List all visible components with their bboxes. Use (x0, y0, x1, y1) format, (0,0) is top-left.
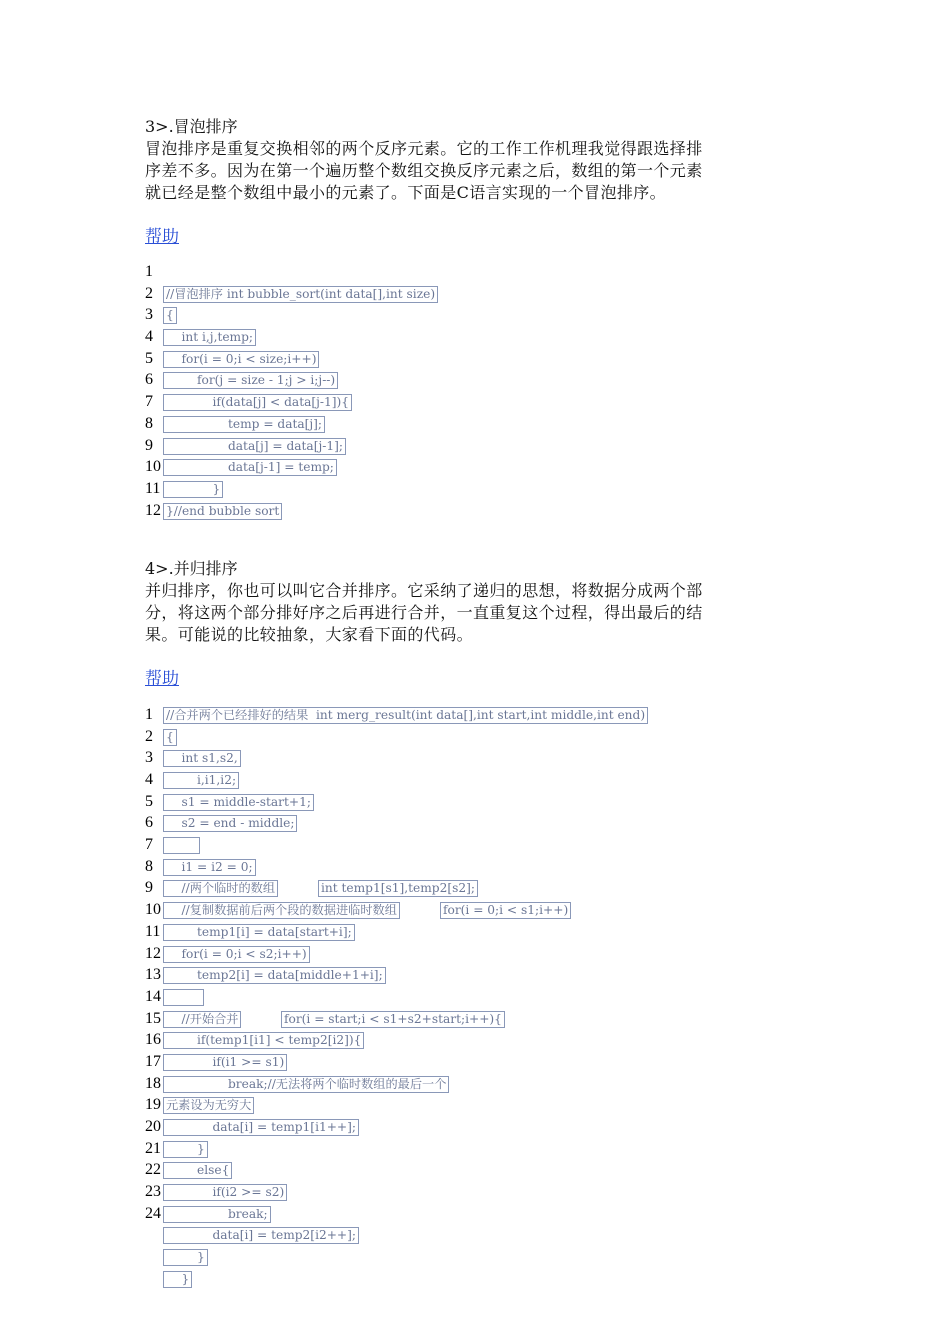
line-number: 19 (145, 1096, 161, 1114)
code-line (145, 746, 805, 768)
line-number: 11 (145, 479, 161, 497)
code-line (145, 1007, 805, 1029)
code-line (145, 303, 805, 325)
code-text: data[i] = temp2[i2++]; (163, 1227, 359, 1244)
code-text: int i,j,temp; (163, 329, 256, 346)
code-line (145, 768, 805, 790)
line-number: 8 (145, 414, 153, 432)
code-text: //冒泡排序 int bubble_sort(int data[],int size) (163, 286, 438, 303)
code-line (145, 1245, 805, 1267)
code-text: for(i = 0;i < size;i++) (163, 351, 319, 368)
line-number: 3 (145, 749, 153, 767)
line-number: 21 (145, 1139, 161, 1157)
code-text: { (163, 729, 177, 746)
code-line (145, 725, 805, 747)
line-number: 14 (145, 987, 161, 1005)
code-text: data[j-1] = temp; (163, 459, 337, 476)
code-text: break; (163, 1206, 271, 1223)
code-line (145, 1093, 805, 1115)
code-line (145, 282, 805, 304)
line-number: 7 (145, 393, 153, 411)
line-number: 9 (145, 879, 153, 897)
section-3-para-line: 冒泡排序是重复交换相邻的两个反序元素。它的工作工作机理我觉得跟选择排 (145, 139, 703, 158)
code-text: } (163, 481, 223, 498)
code-line (145, 963, 805, 985)
code-text-continuation: int temp1[s1],temp2[s2]; (318, 880, 478, 897)
section-4-para-line: 并归排序，你也可以叫它合并排序。它采纳了递归的思想，将数据分成两个部 (145, 580, 703, 600)
code-text: int s1,s2, (163, 750, 241, 767)
line-number: 8 (145, 857, 153, 875)
line-number: 1 (145, 263, 153, 280)
line-number: 3 (145, 306, 153, 324)
code-line (145, 790, 805, 812)
code-line (145, 876, 805, 898)
code-text-continuation: for(i = 0;i < s1;i++) (440, 902, 571, 919)
code-line (145, 260, 805, 282)
code-text: if(i1 >= s1) (163, 1054, 287, 1071)
line-number: 9 (145, 436, 153, 454)
code-text: s1 = middle-start+1; (163, 794, 314, 811)
code-line (145, 1028, 805, 1050)
code-line (145, 1137, 805, 1159)
line-number: 23 (145, 1183, 161, 1201)
merge-sort-code-listing (145, 703, 805, 1289)
section-4-para-line: 果。可能说的比较抽象，大家看下面的代码。 (145, 624, 474, 644)
code-line (145, 477, 805, 499)
code-line (145, 325, 805, 347)
line-number: 18 (145, 1074, 161, 1092)
line-number: 6 (145, 371, 153, 389)
code-line (145, 833, 805, 855)
code-line (145, 368, 805, 390)
code-line (145, 703, 805, 725)
section-3-heading: 3>.冒泡排序 (145, 117, 238, 136)
code-text: }//end bubble sort (163, 503, 282, 520)
line-number: 15 (145, 1009, 161, 1027)
code-text: 元素设为无穷大 (163, 1097, 254, 1114)
line-number: 1 (145, 705, 153, 723)
line-number: 22 (145, 1161, 161, 1179)
line-number: 5 (145, 792, 153, 810)
line-number: 12 (145, 944, 161, 962)
code-line (145, 455, 805, 477)
code-line (145, 347, 805, 369)
code-text: for(i = 0;i < s2;i++) (163, 946, 310, 963)
line-number: 4 (145, 771, 153, 788)
line-number: 2 (145, 727, 153, 745)
code-text: //合并两个已经排好的结果 int merg_result(int data[],int start,int middle,int end) (163, 707, 648, 724)
code-text: if(i2 >= s2) (163, 1184, 287, 1201)
line-number: 20 (145, 1118, 161, 1135)
line-number: 16 (145, 1031, 161, 1049)
code-text (163, 837, 200, 854)
code-text: for(j = size - 1;j > i;j--) (163, 372, 338, 389)
code-text: else{ (163, 1162, 232, 1179)
help-link-1[interactable]: 帮助 (145, 227, 179, 247)
code-text: data[i] = temp1[i1++]; (163, 1119, 359, 1136)
code-text: { (163, 307, 177, 324)
code-text: temp = data[j]; (163, 416, 325, 433)
line-number: 5 (145, 349, 153, 367)
code-text: s2 = end - middle; (163, 815, 297, 832)
code-line (145, 920, 805, 942)
code-line (145, 1267, 805, 1289)
code-line (145, 390, 805, 412)
help-link-2[interactable]: 帮助 (145, 668, 179, 689)
code-line (145, 855, 805, 877)
code-text: //两个临时的数组 (163, 880, 278, 897)
line-number: 24 (145, 1204, 161, 1222)
code-line (145, 499, 805, 521)
code-line (145, 811, 805, 833)
code-line (145, 1072, 805, 1094)
code-text: i,i1,i2; (163, 772, 239, 789)
code-line (145, 898, 805, 920)
code-text (163, 989, 204, 1006)
document-page (145, 116, 805, 1289)
code-line (145, 1115, 805, 1137)
section-3-para-line: 序差不多。因为在第一个遍历整个数组交换反序元素之后，数组的第一个元素 (145, 161, 703, 180)
code-text: } (163, 1141, 208, 1158)
code-text-continuation: for(i = start;i < s1+s2+start;i++){ (281, 1011, 505, 1028)
line-number: 13 (145, 966, 161, 984)
line-number: 10 (145, 458, 161, 476)
line-number: 6 (145, 814, 153, 832)
code-line (145, 1158, 805, 1180)
code-text: //复制数据前后两个段的数据进临时数组 (163, 902, 400, 919)
code-text: break;//无法将两个临时数组的最后一个 (163, 1076, 449, 1093)
line-number: 4 (145, 328, 153, 346)
code-line (145, 434, 805, 456)
code-line (145, 942, 805, 964)
code-line (145, 1180, 805, 1202)
code-line (145, 520, 805, 542)
code-text: temp1[i] = data[start+i]; (163, 924, 355, 941)
line-number: 2 (145, 284, 153, 302)
bubble-sort-code-listing (145, 260, 805, 542)
code-text: i1 = i2 = 0; (163, 859, 256, 876)
code-text: if(data[j] < data[j-1]){ (163, 394, 352, 411)
code-line (145, 1050, 805, 1072)
code-line (145, 412, 805, 434)
section-4-para-line: 分，将这两个部分排好序之后再进行合并，一直重复这个过程，得出最后的结 (145, 602, 703, 622)
code-line (145, 985, 805, 1007)
code-text: if(temp1[i1] < temp2[i2]){ (163, 1032, 364, 1049)
code-text: data[j] = data[j-1]; (163, 438, 346, 455)
code-text: temp2[i] = data[middle+1+i]; (163, 967, 386, 984)
line-number: 11 (145, 922, 161, 940)
code-line (145, 1223, 805, 1245)
section-4-heading: 4>.并归排序 (145, 558, 238, 578)
line-number: 10 (145, 901, 161, 919)
code-text: //开始合并 (163, 1011, 241, 1028)
code-line (145, 1202, 805, 1224)
line-number: 12 (145, 501, 161, 519)
line-number: 17 (145, 1052, 161, 1070)
code-text: } (163, 1271, 192, 1288)
line-number: 7 (145, 836, 153, 854)
section-3-para-line: 就已经是整个数组中最小的元素了。下面是C语言实现的一个冒泡排序。 (145, 183, 667, 202)
code-text: } (163, 1249, 208, 1266)
